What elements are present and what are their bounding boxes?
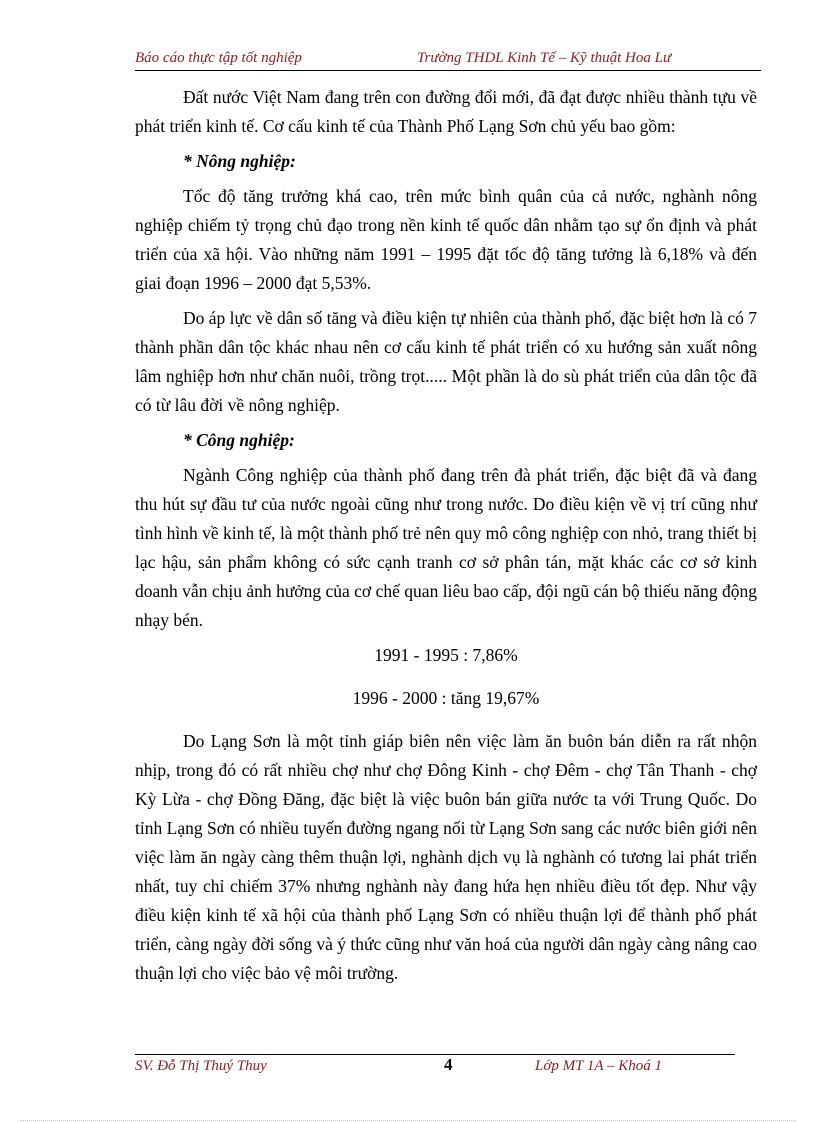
page-number: 4	[444, 1055, 453, 1074]
agriculture-paragraph-2: Do áp lực về dân số tăng và điều kiện tự nhiên của thành phố, đặc biệt hơn là có 7 thành phần dân tộc khác nhau nên cơ cấu kinh tế phát triển có xu hướng sản xuất nông lâm nghiệp hơn như chăn nuôi, trồng trọt..... Một phần là do sù phát triển của dân tộc đã có từ lâu đời về nông nghiệp.	[135, 308, 757, 415]
industry-paragraph: Ngành Công nghiệp của thành phố đang trên đà phát triển, đặc biệt đã và đang thu hút sự đầu tư của nước ngoài cũng như trong nước. Do điều kiện về vị trí cũng như tình hình về kinh tế, là một thành phố trẻ nên quy mô công nghiệp con nhỏ, trang thiết bị lạc hậu, sản phẩm không có sức cạnh tranh cơ sở phân tán, mặt khác các cơ sở kinh doanh vẫn chịu ảnh hưởng của cơ chế quan liêu bao cấp, đội ngũ cán bộ thiếu năng động nhạy bén.	[135, 465, 757, 630]
agriculture-paragraph-1: Tốc độ tăng trưởng khá cao, trên mức bình quân của cả nước, nghành nông nghiệp chiếm tỷ trọng chủ đạo trong nền kinh tế quốc dân nhằm tạo sự ổn định và phát triển của xã hội. Vào những năm 1991 – 1995 đặt tốc độ tăng tưởng là 6,18% và đến giai đoạn 1996 – 2000 đạt 5,53%.	[135, 186, 757, 293]
footer-divider	[135, 1054, 735, 1055]
header-school-name: Trường THDL Kinh Tế – Kỹ thuật Hoa Lư	[417, 50, 672, 66]
page-header	[135, 50, 761, 71]
trade-paragraph: Do Lạng Sơn là một tỉnh giáp biên nên việc làm ăn buôn bán diễn ra rất nhộn nhịp, trong đó có rất nhiều chợ như chợ Đông Kinh - chợ Đêm - chợ Tân Thanh - chợ Kỳ Lừa - chợ Đồng Đăng, đặc biệt là việc buôn bán giữa nước ta với Trung Quốc. Do tỉnh Lạng Sơn có nhiều tuyến đường ngang nối từ Lạng Sơn sang các nước biên giới nên việc làm ăn ngày càng thêm thuận lợi, nghành dịch vụ là nghành có tương lai phát triển nhất, tuy chỉ chiếm 37% nhưng nghành này đang hứa hẹn nhiều điều tốt đẹp. Như vậy điều kiện kinh tế xã hội của thành phố Lạng Sơn có nhiều thuận lợi để thành phố phát triển, càng ngày đời sống và ý thức cũng như văn hoá của người dân ngày càng nâng cao thuận lợi cho việc bảo vệ môi trường.	[135, 731, 757, 983]
industry-heading: * Công nghiệp:	[183, 430, 295, 450]
intro-paragraph: Đất nước Việt Nam đang trên con đường đổi mới, đã đạt được nhiều thành tựu về phát triển kinh tế. Cơ cấu kinh tế của Thành Phố Lạng Sơn chủ yếu bao gồm:	[135, 87, 757, 136]
document-body	[135, 83, 757, 994]
footer-class-name: Lớp MT 1A – Khoá 1	[535, 1058, 663, 1074]
growth-rate-1996-2000: 1996 - 2000 : tăng 19,67%	[352, 688, 540, 708]
footer-student-name: SV. Đỗ Thị Thuý Thuy	[135, 1058, 267, 1074]
header-report-title: Báo cáo thực tập tốt nghiệp	[135, 50, 302, 66]
page-bottom-edge	[20, 1120, 796, 1121]
agriculture-heading: * Nông nghiệp:	[183, 151, 296, 171]
growth-rate-1991-1995: 1991 - 1995 : 7,86%	[374, 645, 518, 665]
